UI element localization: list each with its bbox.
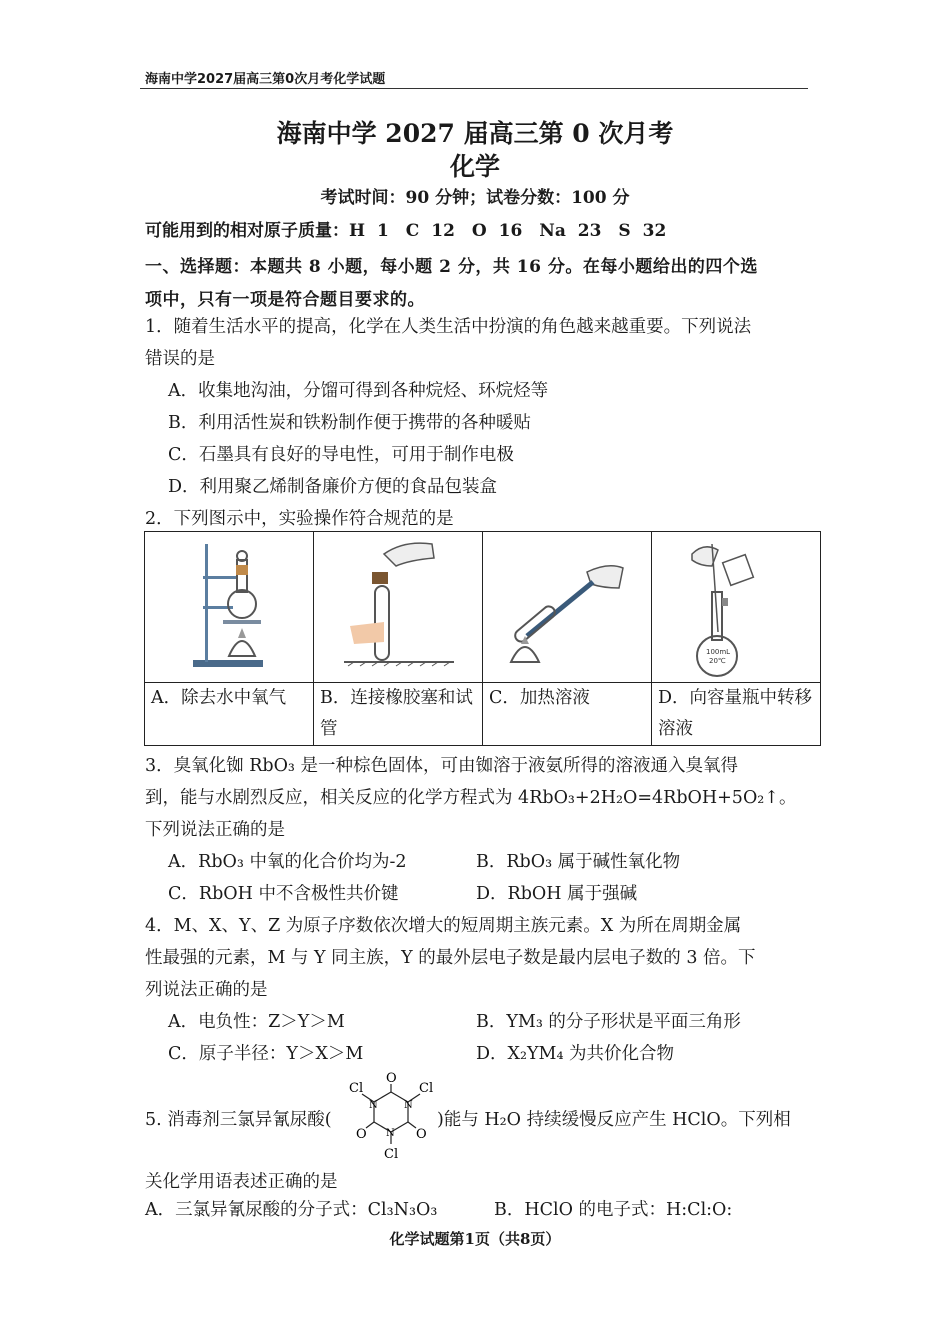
atom-n-left: N [369,1100,378,1111]
figure-c-caption: C．加热溶液 [489,688,590,708]
figure-a-caption: A．除去水中氧气 [151,688,287,708]
flask-label-volume: 100mL [706,648,731,656]
q5-stem-pre: 5. 消毒剂三氯异氰尿酸( [145,1110,332,1130]
q4-stem-line1: 4．M、X、Y、Z 为原子序数依次增大的短周期主族元素。X 为所在周期金属 [145,916,742,936]
q1-option-a: A．收集地沟油，分馏可得到各种烷烃、环烷烃等 [168,381,549,401]
q5-option-a: A．三氯异氰尿酸的分子式：Cl₃N₃O₃ [145,1200,438,1220]
q4-option-a: A．电负性：Z＞Y＞M [168,1012,345,1032]
q3-stem-line2: 到，能与水剧烈反应，相关反应的化学方程式为 4RbO₃+2H₂O=4RbOH+5O₂↑。 [145,788,797,808]
atom-cl-bottom: Cl [384,1147,399,1162]
exam-info: 考试时间：90 分钟；试卷分数：100 分 [320,188,630,208]
q3-option-b: B．RbO₃ 属于碱性氧化物 [476,852,681,872]
figure-c-apparatus [483,532,651,682]
figure-a-apparatus [145,532,313,682]
q4-option-c: C．原子半径：Y＞X＞M [168,1044,364,1064]
q1-option-c: C．石墨具有良好的导电性，可用于制作电极 [168,445,514,465]
exam-subject: 化学 [449,152,500,181]
figure-b-caption: B．连接橡胶塞和试管 [320,688,473,739]
q4-option-b: B．YM₃ 的分子形状是平面三角形 [476,1012,741,1032]
page-footer: 化学试题第1页（共8页） [389,1230,561,1248]
q3-option-c: C．RbOH 中不含极性共价键 [168,884,399,904]
q4-option-d: D．X₂YM₄ 为共价化合物 [476,1044,675,1064]
atomic-masses: 可能用到的相对原子质量：H 1 C 12 O 16 Na 23 S 32 [145,221,667,241]
q3-stem-line1: 3．臭氧化铷 RbO₃ 是一种棕色固体，可由铷溶于液氨所得的溶液通入臭氧得 [145,756,738,776]
q1-option-d: D．利用聚乙烯制备廉价方便的食品包装盒 [168,477,498,497]
q1-stem-line2: 错误的是 [145,349,215,369]
q2-stem: 2．下列图示中，实验操作符合规范的是 [145,509,454,529]
q5-option-b: B．HClO 的电子式：H:Cl:O: [494,1200,733,1220]
q4-stem-line2: 性最强的元素，M 与 Y 同主族，Y 的最外层电子数是最内层电子数的 3 倍。下 [145,948,756,968]
q2-figure-table [144,531,821,746]
q3-option-a: A．RbO₃ 中氧的化合价均为-2 [168,852,407,872]
atom-cl-right: Cl [419,1081,434,1096]
q3-stem-line3: 下列说法正确的是 [145,820,285,840]
atom-cl-left: Cl [349,1081,364,1096]
q3-option-d: D．RbOH 属于强碱 [476,884,638,904]
atom-o-top: O [386,1071,397,1086]
figure-d-apparatus [652,532,820,682]
atom-o-left: O [356,1127,367,1142]
section-instructions-line1: 一、选择题：本题共 8 小题，每小题 2 分，共 16 分。在每小题给出的四个选 [145,257,758,277]
section-instructions-line2: 项中，只有一项是符合题目要求的。 [145,290,425,310]
q5-stem-post: )能与 H₂O 持续缓慢反应产生 HClO。下列相 [437,1110,791,1130]
figure-b-apparatus [314,532,482,682]
q5-stem-line2: 关化学用语表述正确的是 [145,1172,338,1192]
figure-d-caption: D．向容量瓶中转移溶液 [658,688,813,739]
atom-n-bottom: N [386,1128,395,1139]
flask-label-temp: 20℃ [709,657,726,665]
q1-stem-line1: 1．随着生活水平的提高，化学在人类生活中扮演的角色越来越重要。下列说法 [145,317,752,337]
page-header: 海南中学2027届高三第0次月考化学试题 [145,72,386,87]
header-rule [140,88,808,89]
trichloroisocyanuric-acid-structure [346,1070,436,1162]
exam-title: 海南中学 2027 届高三第 0 次月考 [276,119,674,148]
q1-option-b: B．利用活性炭和铁粉制作便于携带的各种暖贴 [168,413,531,433]
q4-stem-line3: 列说法正确的是 [145,980,268,1000]
atom-n-right: N [404,1100,413,1111]
atom-o-right: O [416,1127,427,1142]
